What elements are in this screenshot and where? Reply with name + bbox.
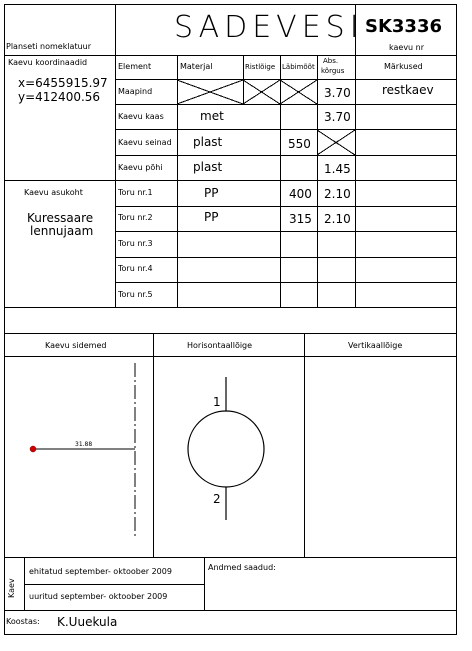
planset-label: Planseti nomeklatuur xyxy=(6,42,92,51)
col-labimoot: Läbimõõt xyxy=(282,63,315,71)
row-element: Kaevu seinad xyxy=(118,138,172,147)
row-material: met xyxy=(200,109,224,123)
row-element: Maapind xyxy=(118,87,153,96)
section-sidemed: Kaevu sidemed xyxy=(45,341,107,350)
location-line1: Kuressaare xyxy=(27,211,94,225)
row-element: Toru nr.3 xyxy=(118,239,153,248)
well-id-label: kaevu nr xyxy=(389,43,425,52)
uuritud-text: uuritud september- oktoober 2009 xyxy=(29,592,168,601)
well-id: SK3336 xyxy=(365,16,443,37)
row-element: Toru nr.2 xyxy=(118,213,153,222)
row-labimoot: 315 xyxy=(289,212,312,226)
coords-label: Kaevu koordinaadid xyxy=(8,58,88,67)
col-abs-2: kõrgus xyxy=(321,67,345,75)
coord-x: x=6455915.97 xyxy=(18,76,108,90)
col-markused: Märkused xyxy=(384,62,423,71)
koostas-name: K.Uuekula xyxy=(57,615,118,629)
row-element: Kaevu kaas xyxy=(118,112,164,121)
row-material: plast xyxy=(193,135,223,149)
row-markused: restkaev xyxy=(382,83,434,97)
pipe-1-label: 1 xyxy=(213,395,221,409)
location-label: Kaevu asukoht xyxy=(24,188,83,197)
location-line2: lennujaam xyxy=(30,224,94,238)
section-horisontaal: Horisontaallõige xyxy=(187,341,253,350)
row-element: Toru nr.1 xyxy=(118,188,153,197)
row-abs: 2.10 xyxy=(324,212,351,226)
row-element: Toru nr.4 xyxy=(118,264,153,273)
section-vertikaal: Vertikaallõige xyxy=(348,341,403,350)
col-material: Materjal xyxy=(180,62,213,71)
row-element: Toru nr.5 xyxy=(118,290,153,299)
distance-label: 31.88 xyxy=(75,441,93,448)
koostas-label: Koostas: xyxy=(6,617,40,626)
row-labimoot: 400 xyxy=(289,187,312,201)
ehitatud-text: ehitatud september- oktoober 2009 xyxy=(29,567,172,576)
row-abs: 3.70 xyxy=(324,110,351,124)
row-abs: 2.10 xyxy=(324,187,351,201)
pipe-2-label: 2 xyxy=(213,492,221,506)
page-title: SADEVESI xyxy=(174,10,364,45)
row-element: Kaevu põhi xyxy=(118,163,163,172)
andmed-label: Andmed saadud: xyxy=(208,563,276,572)
kaev-label: Kaev xyxy=(7,578,16,598)
row-labimoot: 550 xyxy=(288,137,311,151)
row-abs: 3.70 xyxy=(324,86,351,100)
col-element: Element xyxy=(118,62,152,71)
col-abs-1: Abs. xyxy=(323,57,339,65)
row-material: plast xyxy=(193,160,223,174)
coord-y: y=412400.56 xyxy=(18,90,101,104)
row-material: PP xyxy=(204,186,219,200)
row-abs: 1.45 xyxy=(324,162,351,176)
row-material: PP xyxy=(204,210,219,224)
col-ristlolge: Ristlõige xyxy=(245,63,276,71)
well-section-circle xyxy=(188,411,264,487)
well-marker-icon xyxy=(30,446,36,452)
